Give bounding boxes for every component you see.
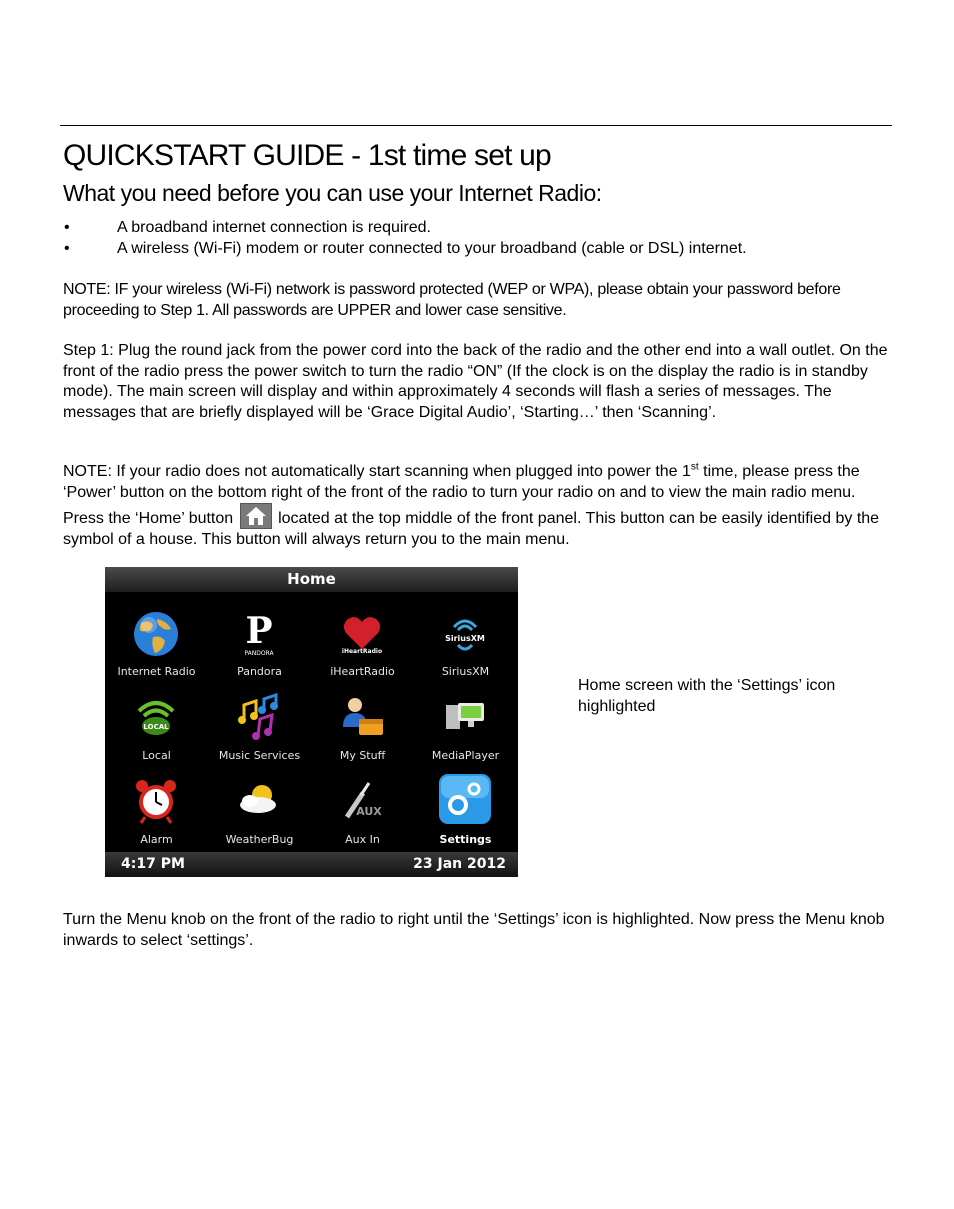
my-stuff-icon xyxy=(337,693,387,743)
tile-music-services[interactable] xyxy=(208,689,311,773)
tile-label: Pandora xyxy=(237,665,282,678)
instruction-text: Turn the Menu knob on the front of the radio to right until the ‘ xyxy=(63,911,498,928)
aux-word: AUX xyxy=(356,805,382,818)
list-item xyxy=(63,217,747,238)
requirements-list xyxy=(63,217,747,259)
note-text: time, please press the ‘Power’ button on the bottom right of the front of the radio to turn your radio on and to view the main radio menu. Press the ‘ xyxy=(63,463,860,527)
settings-word: Settings xyxy=(497,911,556,928)
step-1-label: Step 1: xyxy=(63,342,114,359)
tile-label: Aux In xyxy=(345,833,380,846)
tile-label: MediaPlayer xyxy=(431,749,500,762)
tile-my-stuff[interactable] xyxy=(311,689,414,773)
home-word: Home xyxy=(138,510,182,527)
clock-time: 4:17 PM xyxy=(121,856,185,872)
globe-icon xyxy=(131,609,181,659)
iheartradio-icon xyxy=(337,609,387,659)
page-title: QUICKSTART GUIDE - 1st time set up xyxy=(63,139,551,172)
local-icon xyxy=(131,693,181,743)
tile-pandora[interactable] xyxy=(208,605,311,689)
instruction-text: ’ icon is highlighted. Now press the Menu knob inwards to select ‘settings’. xyxy=(63,911,885,949)
tile-siriusxm[interactable] xyxy=(414,605,517,689)
screen-title: Home xyxy=(105,567,518,592)
bullet-glyph: • xyxy=(64,219,70,236)
figure-caption: Home screen with the ‘Settings’ icon highlighted xyxy=(578,677,836,715)
step-1-text: Plug the round jack from the power cord into the back of the radio and the other end into a wall outlet. On the front of the radio press the power switch to turn the radio “ON” (If the clock is on the display the radio is in standby mode). The main screen will display and within approximately 4 seconds will flash a series of messages. The messages that are briefly displayed will be ‘Grace Digital Audio’, ‘Starting…’ then ‘Scanning’. xyxy=(63,342,888,421)
alarm-clock-icon xyxy=(131,777,181,827)
tile-iheartradio[interactable] xyxy=(311,605,414,689)
local-word: LOCAL xyxy=(143,723,169,731)
bullet-glyph: • xyxy=(64,240,70,257)
radio-home-screen xyxy=(105,567,518,877)
aux-icon xyxy=(337,777,387,827)
home-button-icon xyxy=(240,503,272,529)
tile-local[interactable] xyxy=(105,689,208,773)
tile-label: Local xyxy=(142,749,171,762)
section-heading: What you need before you can use your Internet Radio: xyxy=(63,180,602,206)
tile-settings[interactable] xyxy=(414,773,517,857)
tile-mediaplayer[interactable] xyxy=(414,689,517,773)
ordinal-suffix: st xyxy=(690,461,699,473)
tile-label: Internet Radio xyxy=(117,665,196,678)
tile-weatherbug[interactable] xyxy=(208,773,311,857)
list-item-text: A broadband internet connection is required. xyxy=(117,219,431,236)
settings-instruction xyxy=(63,910,893,951)
clock-date: 23 Jan 2012 xyxy=(413,856,506,872)
tile-aux-in[interactable] xyxy=(311,773,414,857)
screen-status-bar xyxy=(105,852,518,877)
music-notes-icon xyxy=(234,693,284,743)
password-note: NOTE: IF your wireless (Wi-Fi) network is password protected (WEP or WPA), please obtain your password before proceeding to Step 1. All passwords are UPPER and lower case sensitive. xyxy=(63,281,841,319)
tile-alarm[interactable] xyxy=(105,773,208,857)
tile-label: WeatherBug xyxy=(225,833,294,846)
tile-label: SiriusXM xyxy=(441,665,490,678)
iheart-word: iHeartRadio xyxy=(341,648,383,655)
tile-label: Settings xyxy=(439,833,492,846)
header-rule xyxy=(60,125,892,126)
pandora-icon xyxy=(234,609,284,659)
tile-label: iHeartRadio xyxy=(330,665,395,678)
list-item xyxy=(63,238,747,259)
weather-icon xyxy=(234,777,284,827)
note-text: NOTE: If your radio does not automatically start scanning when plugged into power the 1 xyxy=(63,463,691,480)
siriusxm-icon xyxy=(440,609,490,659)
note-text: located at the top middle of the front panel. This button can be easily identified by the symbol of a house. This button will always return you to the main menu. xyxy=(63,510,880,548)
mediaplayer-icon xyxy=(440,693,490,743)
step-1-paragraph xyxy=(63,341,893,423)
note-text: ’ button xyxy=(181,510,238,527)
scanning-note xyxy=(63,462,893,550)
settings-icon xyxy=(438,773,492,825)
list-item-text: A wireless (Wi-Fi) modem or router connected to your broadband (cable or DSL) internet. xyxy=(117,240,747,257)
tile-label: Music Services xyxy=(218,749,301,762)
pandora-word: PANDORA xyxy=(244,650,274,657)
tile-label: Alarm xyxy=(140,833,173,846)
tile-internet-radio[interactable] xyxy=(105,605,208,689)
pandora-letter: P xyxy=(245,610,273,652)
tile-label: My Stuff xyxy=(339,749,386,762)
sirius-word: SiriusXM xyxy=(445,634,485,643)
